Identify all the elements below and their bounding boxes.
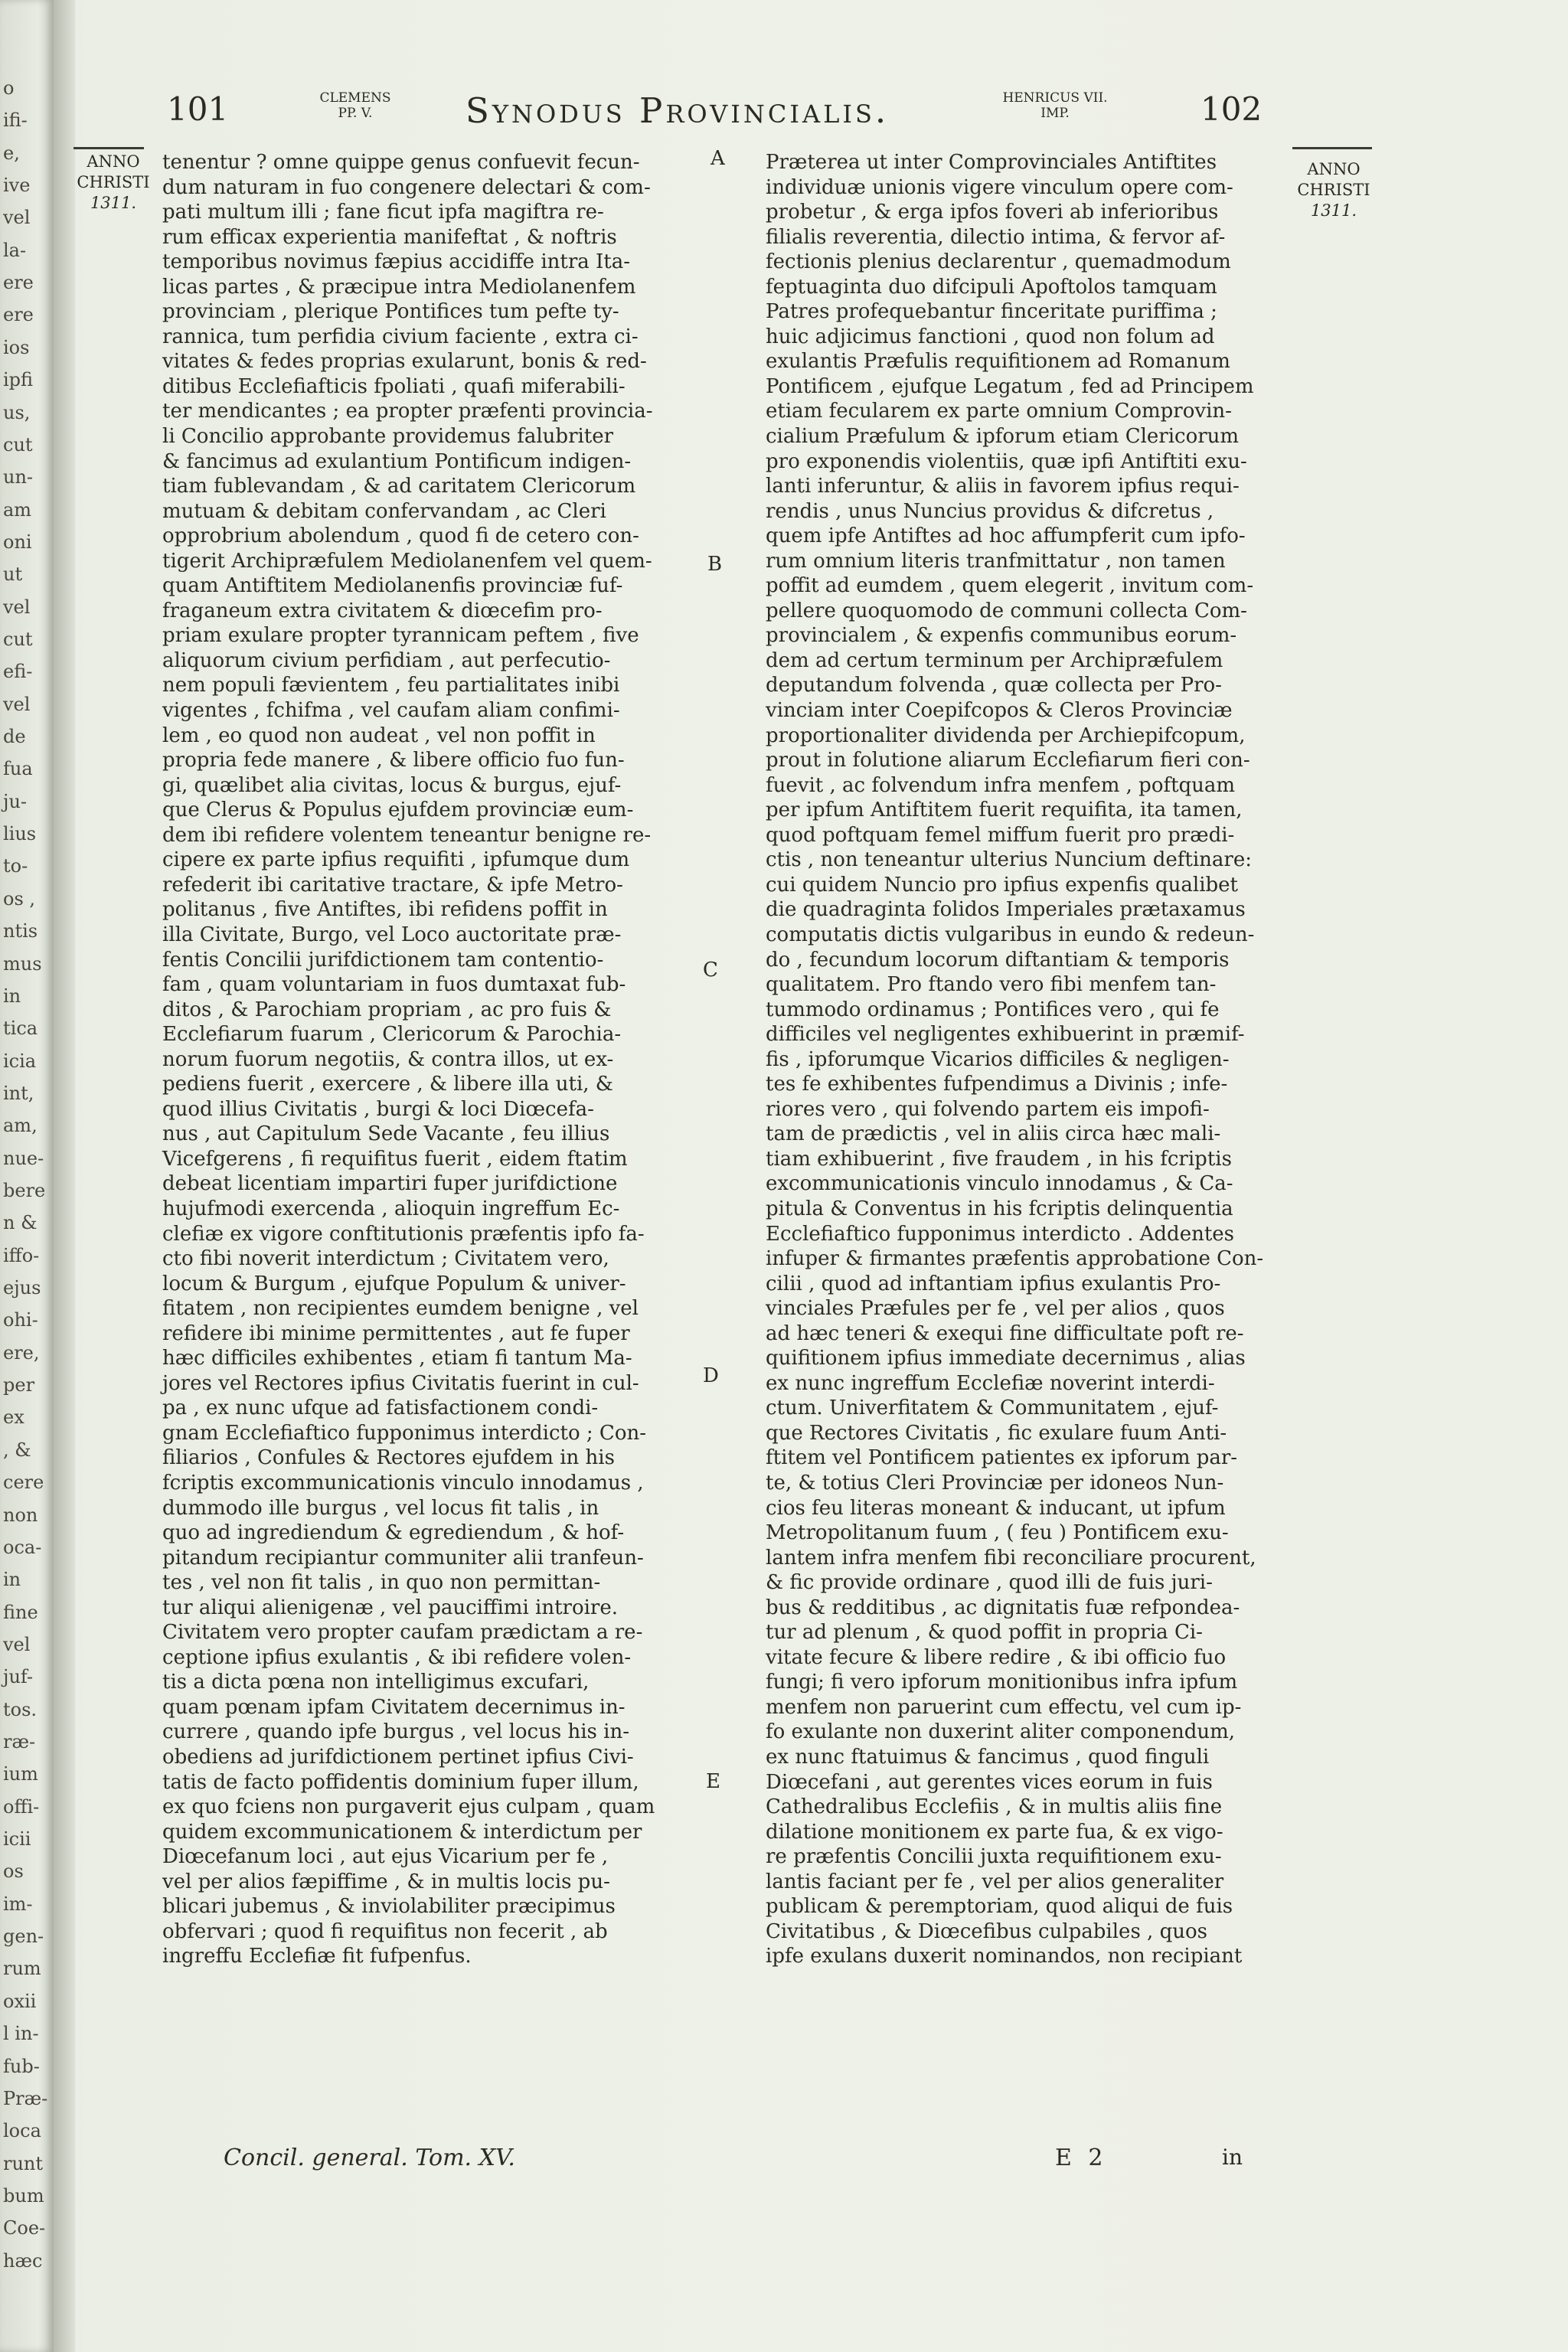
margin-rule-left	[74, 147, 144, 149]
previous-page-fragment: efi-	[3, 661, 33, 683]
previous-page-fragment: bere	[3, 1180, 46, 1201]
previous-page-fragment: loca	[3, 2120, 41, 2142]
previous-page-fragment: ios	[3, 336, 30, 358]
previous-page-fragment: int,	[3, 1082, 34, 1104]
previous-page-fragment: un-	[3, 466, 34, 488]
left-column-text: tenentur ? omne quippe genus confuevit fecun- dum naturam in fuo congenere delectari & com- pati multum illi ; fane ficut ipfa magiftra re- rum efficax experientia manifeftat , & noftris temporibus novimus fæpius accidiffe intra Ita- licas partes , & præcipue intra Mediolanenfem provinciam , plerique Pontifices tum pefte ty- rannica, tum perfidia civium faciente , extra ci- vitates & fedes proprias exularunt, bonis & red- ditibus Ecclefiafticis fpoliati , quafi miferabili- ter mendicantes ; ea propter præfenti provincia- li Concilio approbante providemus falubriter & fancimus ad exulantium Pontificum indigen- tiam fublevandam , & ad caritatem Clericorum mutuam & debitam confervandam , ac Cleri opprobrium abolendum , quod fi de cetero con- tigerit Archipræfulem Mediolanenfem vel quem- quam Antiftitem Mediolanenfis provinciæ fuf- fraganeum extra civitatem & diœcefim pro- priam exulare propter tyrannicam peftem , five aliquorum civium perfidiam , aut perfecutio- nem populi fævientem , feu partialitates inibi vigentes , fchifma , vel caufam aliam confimi- lem , eo quod non audeat , vel non poffit in propria fede manere , & libere officio fuo fun- gi, quælibet alia civitas, locus & burgus, ejuf- que Clerus & Populus ejufdem provinciæ eum- dem ibi refidere volentem teneantur benigne re- cipere ex parte ipfius requifiti , ipfumque dum refederit ibi caritative tractare, & ipfe Metro- politanus , five Antiftes, ibi refidens poffit in illa Civitate, Burgo, vel Loco auctoritate præ- fentis Concilii jurifdictionem tam contentio- fam , quam voluntariam in fuos dumtaxat fub- ditos , & Parochiam propriam , ac pro fuis & Ecclefiarum fuarum , Clericorum & Parochia- norum fuorum negotiis, & contra illos, ut ex- pediens fuerit , exercere , & libere illa uti, & quod illius Civitatis , burgi & loci Diœcefa- nus , aut Capitulum Sede Vacante , feu illius Vicefgerens , fi requifitus fuerit , eidem ftatim debeat licentiam impartiri fuper jurifdictione hujufmodi exercenda , alioquin ingreffum Ec- clefiæ ex vigore conftitutionis præfentis ipfo fa- cto fibi noverit interdictum ; Civitatem vero, locum & Burgum , ejufque Populum & univer- fitatem , non recipientes eumdem benigne , vel refidere ibi minime permittentes , aut fe fuper hæc difficiles exhibentes , etiam fi tantum Ma- jores vel Rectores ipfius Civitatis fuerint in cul- pa , ex nunc ufque ad fatisfactionem condi- gnam Ecclefiaftico fupponimus interdicto ; Con- filiarios , Confules & Rectores ejufdem in his fcriptis excommunicationis vinculo innodamus , dummodo ille burgus , vel locus fit talis , in quo ad ingrediendum & egrediendum , & hof- pitandum recipiantur communiter alii tranfeun- tes , vel non fit talis , in quo non permittan- tur aliqui alienigenæ , vel pauciffimi introire. Civitatem vero propter caufam prædictam a re- ceptione ipfius exulantis , & ibi refidere volen- tis a dicta pœna non intelligimus excufari, quam pœnam ipfam Civitatem decernimus in- currere , quando ipfe burgus , vel locus his in- obediens ad jurifdictionem pertinet ipfius Civi- tatis de facto poffidentis dominium fuper illum, ex quo fciens non purgaverit ejus culpam , quam quidem excommunicationem & interdictum per Diœcefanum loci , aut ejus Vicarium per fe , vel per alios fæpiffime , & in multis locis pu- blicari jubemus , & inviolabiliter præcipimus obfervari ; quod fi requifitus non fecerit , ab ingreffu Ecclefiæ fit fufpenfus.	[162, 151, 655, 1968]
previous-page-fragment: ere	[3, 304, 34, 326]
previous-page-fragment: am,	[3, 1115, 38, 1137]
section-marker-c: C	[703, 959, 718, 982]
previous-page-fragment: fine	[3, 1601, 38, 1623]
previous-page-fragment: non	[3, 1504, 38, 1526]
previous-page-fragment: n &	[3, 1212, 38, 1234]
running-title: Synodus Provincialis.	[466, 90, 890, 131]
previous-page-fragment: oxii	[3, 1990, 37, 2012]
previous-page-fragment: to-	[3, 855, 28, 877]
previous-page-fragment: in	[3, 985, 21, 1007]
previous-page-fragment: Coe-	[3, 2217, 46, 2239]
section-marker-a: A	[710, 147, 725, 170]
previous-page-fragment: gen-	[3, 1926, 44, 1948]
previous-page-fragment: vel	[3, 1633, 31, 1655]
previous-page-fragment: os ,	[3, 887, 36, 910]
previous-page-fragment: us,	[3, 401, 31, 423]
previous-page-fragment: ohi-	[3, 1309, 38, 1331]
previous-page-fragment: cut	[3, 629, 33, 650]
previous-page-fragment: im-	[3, 1893, 33, 1915]
previous-page-fragment: l in-	[3, 2023, 39, 2045]
previous-page-fragment: icii	[3, 1828, 31, 1851]
running-head-emperor	[986, 90, 1124, 144]
binding-gutter	[54, 0, 75, 2352]
previous-page-fragment: in	[3, 1569, 21, 1591]
previous-page-fragment: offi-	[3, 1795, 40, 1818]
section-marker-e: E	[706, 1770, 720, 1793]
emperor-name: HENRICUS VII.	[1002, 90, 1108, 106]
anno-label: ANNO	[87, 152, 140, 171]
previous-page-fragment: icia	[3, 1050, 37, 1072]
previous-page-fragment: ex	[3, 1406, 24, 1429]
previous-page-fragment: la-	[3, 239, 27, 261]
catchword: in	[1222, 2145, 1243, 2170]
previous-page-fragment: iffo-	[3, 1244, 40, 1266]
year-label: 1311.	[1310, 201, 1357, 220]
section-marker-d: D	[703, 1364, 719, 1387]
previous-page-fragment: ut	[3, 564, 23, 586]
previous-page-fragment: juf-	[3, 1666, 34, 1688]
previous-page-fragment: lius	[3, 823, 37, 845]
previous-page-fragment: ium	[3, 1763, 38, 1785]
previous-page-fragment: de	[3, 726, 26, 748]
previous-page-fragment: am	[3, 498, 32, 521]
margin-rule-right	[1292, 147, 1372, 149]
previous-page-fragment: nue-	[3, 1147, 44, 1169]
previous-page-fragment: Præ-	[3, 2087, 48, 2109]
previous-page-fragment: runt	[3, 2152, 44, 2174]
running-head-pope	[306, 90, 404, 144]
previous-page-fragment: ejus	[3, 1277, 41, 1299]
pope-number: PP. V.	[338, 106, 373, 121]
previous-page-fragment: per	[3, 1374, 35, 1396]
previous-page-fragment: ntis	[3, 920, 38, 942]
previous-page-fragment: ifi-	[3, 109, 28, 132]
previous-page-fragment: vel	[3, 693, 31, 715]
previous-page-fragment: bum	[3, 2184, 44, 2207]
previous-page-fragment: oni	[3, 531, 32, 553]
emperor-title: IMP.	[1040, 106, 1070, 121]
previous-page-fragment: o	[3, 77, 15, 99]
previous-page-fragment: fub-	[3, 2055, 40, 2077]
previous-page-fragment: fua	[3, 758, 33, 780]
previous-page-fragment: mus	[3, 952, 42, 975]
previous-page-edge	[0, 0, 54, 2352]
previous-page-fragment: cut	[3, 433, 33, 456]
christi-label: CHRISTI	[1297, 181, 1370, 199]
previous-page-fragment: ere	[3, 272, 34, 294]
year-label: 1311.	[90, 194, 137, 212]
previous-page-fragment: vel	[3, 207, 31, 229]
previous-page-fragment: tica	[3, 1018, 38, 1040]
christi-label: CHRISTI	[77, 173, 150, 191]
previous-page-fragment: oca-	[3, 1536, 42, 1558]
previous-page-fragment: ipfi	[3, 369, 34, 391]
previous-page-fragment: ju-	[3, 790, 28, 812]
signature-left: Concil. general. Tom. XV.	[224, 2145, 515, 2171]
signature-right: E 2	[1055, 2145, 1108, 2171]
previous-page-fragment: vel	[3, 596, 31, 618]
previous-page-fragment: rum	[3, 1958, 41, 1980]
previous-page-fragment: , &	[3, 1439, 31, 1461]
pope-name: CLEMENS	[319, 90, 391, 106]
right-column-text: Præterea ut inter Comprovinciales Antiftites individuæ unionis vigere vinculum opere com- probetur , & erga ipfos foveri ab inferioribus filialis reverentia, dilectio intima, & fervor af- fectionis plenius declarentur , quemadmodum feptuaginta duo difcipuli Apoftolos tamquam Patres profequebantur finceritate puriffima ; huic adjicimus fanctioni , quod non folum ad exulantis Præfulis requifitionem ad Romanum Pontificem , ejufque Legatum , fed ad Principem etiam fecularem ex parte omnium Comprovin- cialium Præfulum & ipforum etiam Clericorum pro exponendis violentiis, quæ ipfi Antiftiti exu- lanti inferuntur, & aliis in favorem ipfius requi- rendis , unus Nuncius providus & difcretus , quem ipfe Antiftes ad hoc affumpferit cum ipfo- rum omnium literis tranfmittatur , non tamen poffit ad eumdem , quem elegerit , invitum com- pellere quoquomodo de communi collecta Com- provincialem , & expenfis communibus eorum- dem ad certum terminum per Archipræfulem deputandum folvenda , quæ collecta per Pro- vinciam inter Coepifcopos & Cleros Provinciæ proportionaliter dividenda per Archiepifcopum, prout in folutione aliarum Ecclefiarum fieri con- fuevit , ac folvendum infra menfem , poftquam per ipfum Antiftitem fuerit requifita, ita tamen, quod poftquam femel miffum fuerit pro prædi- ctis , non teneantur ulterius Nuncium deftinare: cui quidem Nuncio pro ipfius expenfis qualibet die quadraginta folidos Imperiales prætaxamus computatis dictis vulgaribus in eundo & redeun- do , fecundum locorum diftantiam & temporis qualitatem. Pro ftando vero fibi menfem tan- tummodo ordinamus ; Pontifices vero , qui fe difficiles vel negligentes exhibuerint in præmif- fis , ipforumque Vicarios difficiles & negligen- tes fe exhibentes fufpendimus a Divinis ; infe- riores vero , qui folvendo partem eis impofi- tam de prædictis , vel in aliis circa hæc mali- tiam exhibuerint , five fraudem , in his fcriptis excommunicationis vinculo innodamus , & Ca- pitula & Conventus in his fcriptis delinquentia Ecclefiaftico fupponimus interdicto . Addentes infuper & firmantes præfentis approbatione Con- cilii , quod ad inftantiam ipfius exulantis Pro- vinciales Præfules per fe , vel per alios , quos ad hæc teneri & exequi fine difficultate poft re- quifitionem ipfius immediate decernimus , alias ex nunc ingreffum Ecclefiæ noverint interdi- ctum. Univerfitatem & Communitatem , ejuf- que Rectores Civitatis , fic exulare fuum Anti- ftitem vel Pontificem patientes ex ipforum par- te, & totius Cleri Provinciæ per idoneos Nun- cios feu literas moneant & inducant, ut ipfum Metropolitanum fuum , ( feu ) Pontificem exu- lantem infra menfem fibi reconciliare procurent, & fic provide ordinare , quod illi de fuis juri- bus & redditibus , ac dignitatis fuæ refpondea- tur ad plenum , & quod poffit in propria Ci- vitate fecure & libere redire , & ibi officio fuo fungi; fi vero ipforum monitionibus infra ipfum menfem non paruerint cum effectu, vel cum ip- fo exulante non duxerint aliter componendum, ex nunc ftatuimus & fancimus , quod finguli Diœcefani , aut gerentes vices eorum in fuis Cathedralibus Ecclefiis , & in multis aliis fine dilatione monitionem ex parte fua, & ex vigo- re præfentis Concilii juxta requifitionem exu- lantis faciant per fe , vel per alios generaliter publicam & peremptoriam, quod aliqui de fuis Civitatibus , & Diœcefibus culpabiles , quos ipfe exulans duxerit nominandos, non recipiant	[766, 151, 1264, 1968]
anno-label: ANNO	[1307, 160, 1361, 178]
previous-page-fragment: hæc	[3, 2249, 43, 2272]
previous-page-fragment: ive	[3, 175, 31, 197]
page-number-right: 102	[1200, 90, 1263, 128]
section-marker-b: B	[707, 553, 723, 576]
previous-page-fragment: cere	[3, 1472, 44, 1494]
previous-page-fragment: ræ-	[3, 1731, 36, 1753]
previous-page-fragment: tos.	[3, 1698, 38, 1720]
previous-page-fragment: e,	[3, 142, 20, 164]
page-number-left: 101	[167, 90, 229, 128]
margin-note-left	[70, 152, 156, 214]
previous-page-fragment: os	[3, 1860, 24, 1883]
previous-page-fragment: ere,	[3, 1341, 40, 1364]
